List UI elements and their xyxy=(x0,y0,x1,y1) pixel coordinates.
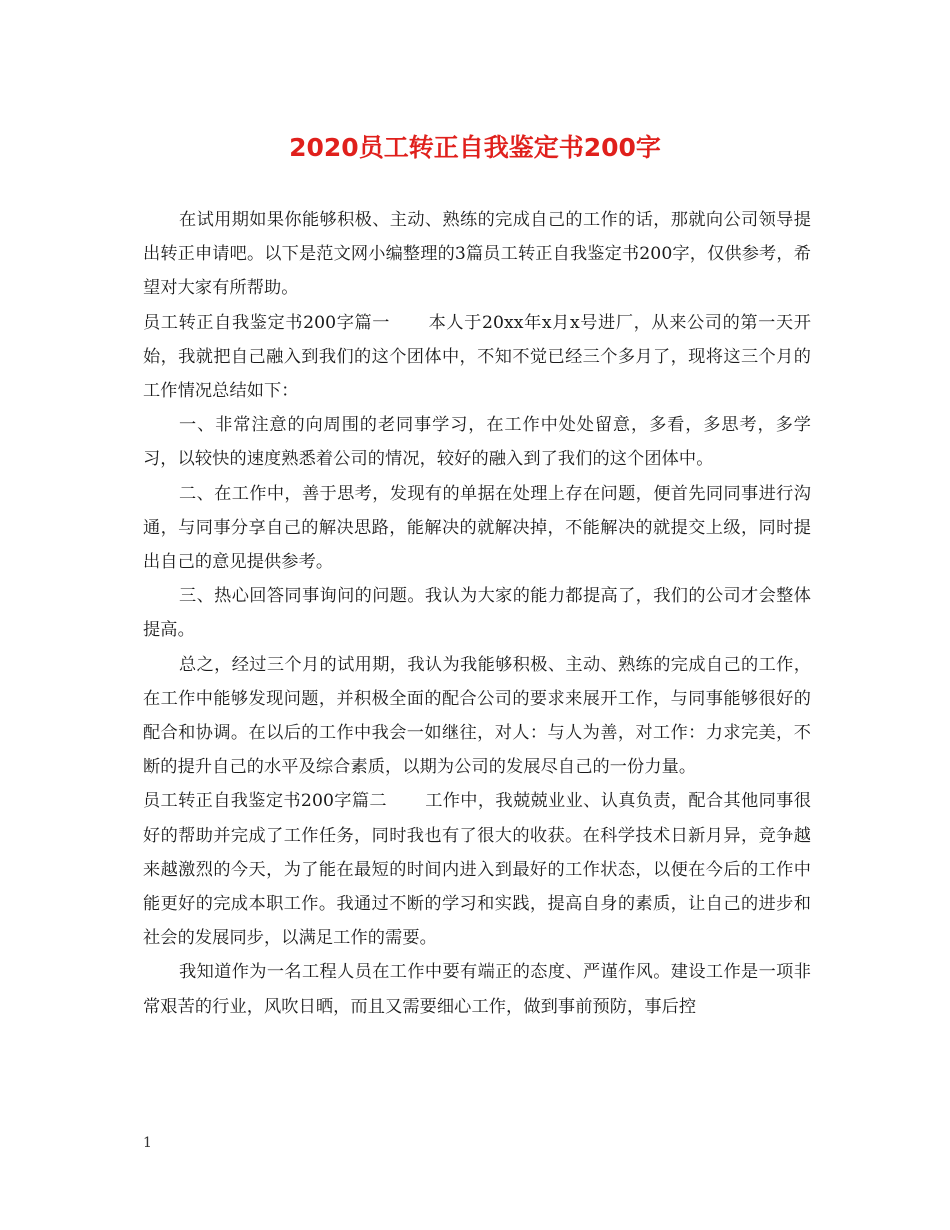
section-2-opening-paragraph xyxy=(143,784,811,955)
document-title: 2020员工转正自我鉴定书200字 xyxy=(289,133,661,162)
section-1-item-3: 三、热心回答同事询问的问题。我认为大家的能力都提高了，我们的公司才会整体提高。 xyxy=(143,586,811,641)
section-1-opening: 本人于20xx年x月x号进厂，从来公司的第一天开始，我就把自己融入到我们的这个团体中，不知不觉已经三个多月了，现将这三个月的工作情况总结如下： xyxy=(143,312,812,402)
section-2-opening: 工作中，我兢兢业业、认真负责，配合其他同事很好的帮助并完成了工作任务，同时我也有了很大的收获。在科学技术日新月异，竞争越来越激烈的今天，为了能在最短的时间内进入到最好的工作状态，以便在今后的工作中能更好的完成本职工作。我通过不断的学习和实践，提高自身的素质，让自己的进步和社会的发展同步，以满足工作的需要。 xyxy=(143,791,812,949)
section-1-item-1: 一、非常注意的向周围的老同事学习，在工作中处处留意，多看，多思考，多学习，以较快的速度熟悉着公司的情况，较好的融入到了我们的这个团体中。 xyxy=(143,415,811,470)
section-1-opening-paragraph xyxy=(143,306,811,409)
section-1-summary: 总之，经过三个月的试用期，我认为我能够积极、主动、熟练的完成自己的工作，在工作中能够发现问题，并积极全面的配合公司的要求来展开工作，与同事能够很好的配合和协调。在以后的工作中我会一如继往，对人：与人为善，对工作：力求完美，不断的提升自己的水平及综合素质，以期为公司的发展尽自己的一份力量。 xyxy=(143,654,811,778)
section-1-item-2: 二、在工作中，善于思考，发现有的单据在处理上存在问题，便首先同同事进行沟通，与同事分享自己的解决思路，能解决的就解决掉，不能解决的就提交上级，同时提出自己的意见提供参考。 xyxy=(143,483,811,573)
page-number: 1 xyxy=(143,1135,152,1151)
section-2-item-1: 我知道作为一名工程人员在工作中要有端正的态度、严谨作风。建设工作是一项非常艰苦的行业，风吹日晒，而且又需要细心工作，做到事前预防，事后控 xyxy=(143,962,811,1017)
intro-paragraph: 在试用期如果你能够积极、主动、熟练的完成自己的工作的话，那就向公司领导提出转正申请吧。以下是范文网小编整理的3篇员工转正自我鉴定书200字，仅供参考，希望对大家有所帮助。 xyxy=(143,210,811,299)
section-1-heading: 员工转正自我鉴定书200字篇一 xyxy=(143,312,391,333)
document-body xyxy=(143,203,811,1024)
section-2-heading: 员工转正自我鉴定书200字篇二 xyxy=(143,791,387,812)
